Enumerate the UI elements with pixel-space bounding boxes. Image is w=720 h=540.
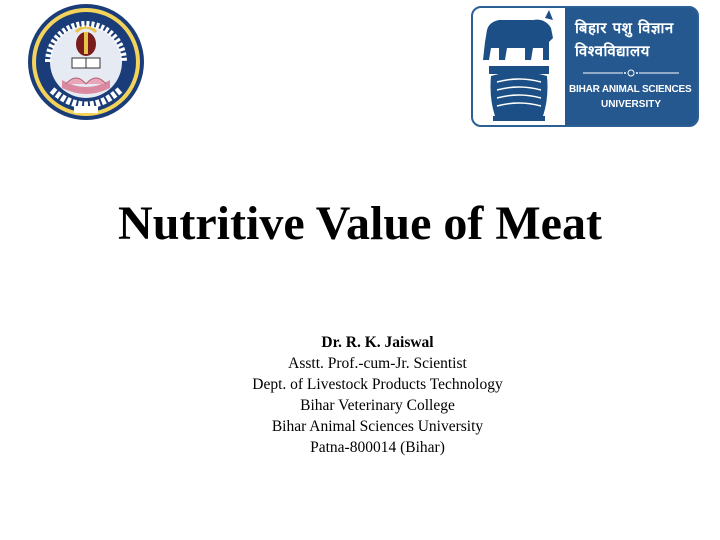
author-name: Dr. R. K. Jaiswal bbox=[321, 334, 434, 351]
author-college: Bihar Veterinary College bbox=[300, 397, 455, 414]
university-name-english-line2: UNIVERSITY bbox=[600, 99, 661, 110]
bull-icon bbox=[473, 8, 565, 125]
author-department: Dept. of Livestock Products Technology bbox=[252, 376, 503, 393]
university-name-hindi-line2: विश्वविद्यालय bbox=[575, 42, 650, 60]
seal-emblem-icon bbox=[26, 2, 146, 122]
ornament-divider-icon bbox=[583, 68, 679, 78]
university-name-block bbox=[565, 8, 697, 125]
bull-pillar-emblem bbox=[473, 8, 565, 127]
author-designation: Asstt. Prof.-cum-Jr. Scientist bbox=[288, 355, 467, 372]
university-logo bbox=[471, 6, 699, 127]
slide-title: Nutritive Value of Meat bbox=[118, 197, 602, 250]
author-info-block bbox=[0, 332, 720, 458]
university-name-english-line1: BIHAR ANIMAL SCIENCES bbox=[569, 84, 692, 95]
author-university: Bihar Animal Sciences University bbox=[271, 418, 484, 435]
university-name-hindi-line1: बिहार पशु विज्ञान bbox=[575, 19, 674, 37]
college-seal-logo bbox=[26, 2, 146, 122]
author-address: Patna-800014 (Bihar) bbox=[310, 439, 445, 456]
